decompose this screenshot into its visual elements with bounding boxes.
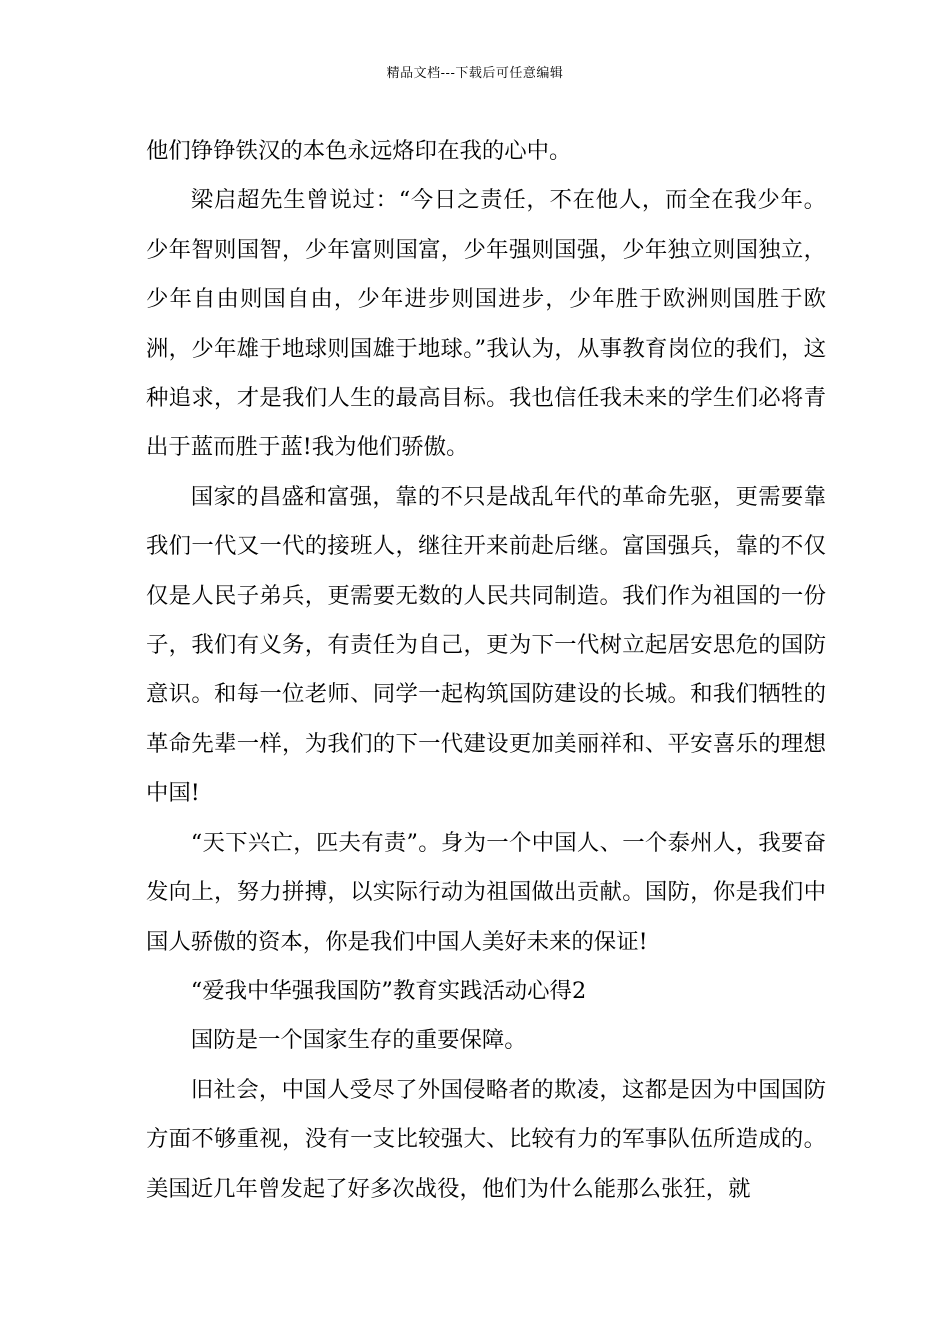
paragraph-3: 国家的昌盛和富强，靠的不只是战乱年代的革命先驱，更需要靠我们一代又一代的接班人，继往开来前赴后继。富国强兵，靠的不仅仅是人民子弟兵，更需要无数的人民共同制造。我们作为祖国的一份子，我们有义务，有责任为自己，更为下一代树立起居安思危的国防意识。和每一位老师、同学一起构筑国防建设的长城。和我们牺牲的革命先辈一样，为我们的下一代建设更加美丽祥和、平安喜乐的理想中国!: [146, 483, 826, 807]
paragraph-2: 梁启超先生曾说过：“今日之责任，不在他人，而全在我少年。少年智则国智，少年富则国富，少年强则国强，少年独立则国独立，少年自由则国自由，少年进步则国进步，少年胜于欧洲则国胜于欧洲，少年雄于地球则国雄于地球。”我认为，从事教育岗位的我们，这种追求，才是我们人生的最高目标。我也信任我未来的学生们必将青出于蓝而胜于蓝!我为他们骄傲。: [146, 187, 826, 461]
document-body: [146, 127, 826, 1214]
page-header: 精品文档---下载后可任意编辑: [386, 66, 564, 81]
section-title: “爱我中华强我国防”教育实践活动心得2: [190, 977, 587, 1004]
paragraph-1: 他们铮铮铁汉的本色永远烙印在我的心中。: [146, 138, 572, 164]
paragraph-4: “天下兴亡，匹夫有责”。身为一个中国人、一个泰州人，我要奋发向上，努力拼搏，以实际行动为祖国做出贡献。国防，你是我们中国人骄傲的资本，你是我们中国人美好未来的保证!: [146, 829, 826, 955]
paragraph-6: 旧社会，中国人受尽了外国侵略者的欺凌，这都是因为中国国防方面不够重视，没有一支比较强大、比较有力的军事队伍所造成的。美国近几年曾发起了好多次战役，他们为什么能那么张狂，就: [146, 1076, 826, 1202]
paragraph-5: 国防是一个国家生存的重要保障。: [190, 1027, 527, 1054]
